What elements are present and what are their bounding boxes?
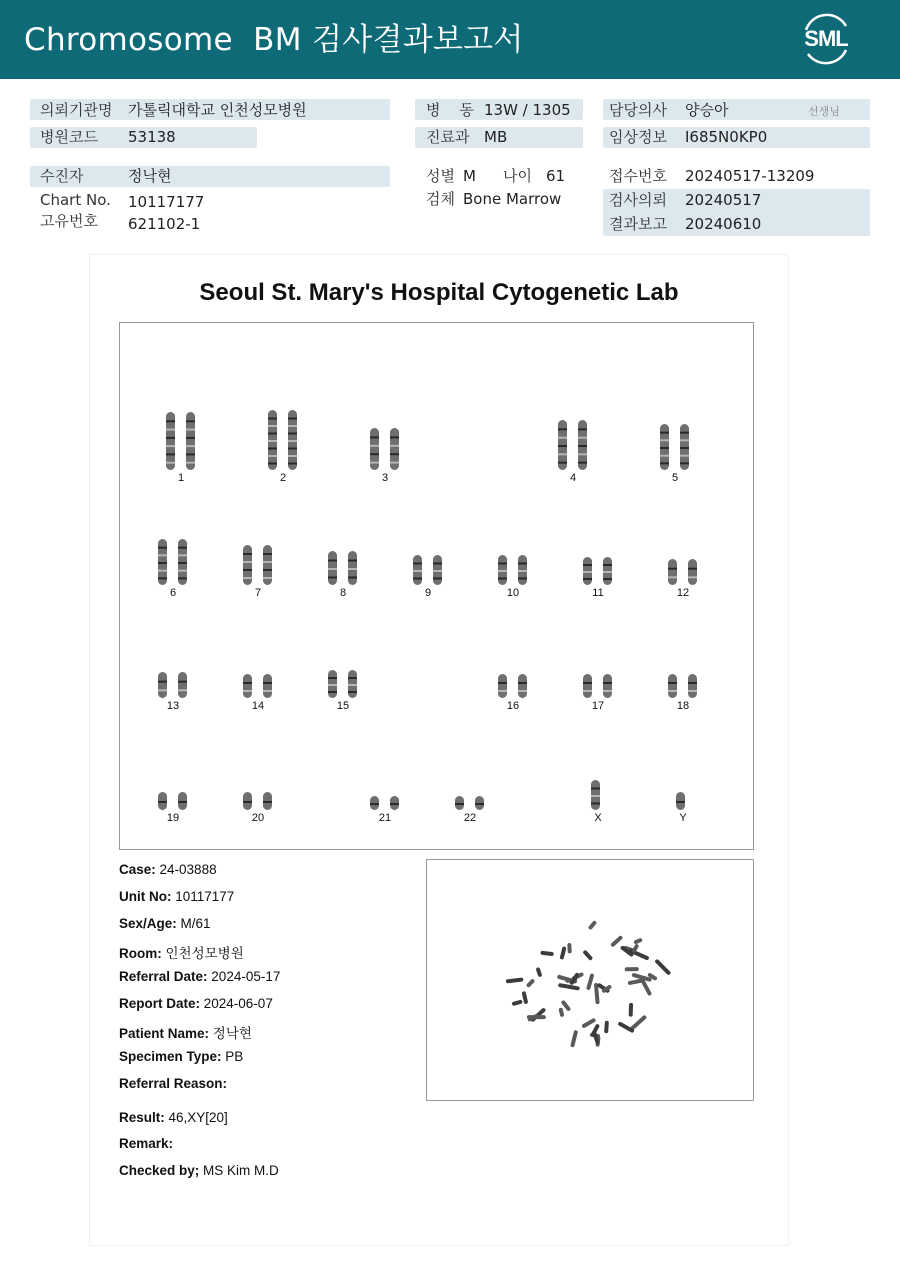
- karyogram: [119, 322, 754, 850]
- report-field-label: Room:: [119, 946, 162, 961]
- institution-value: 가톨릭대학교 인천성모병원: [128, 101, 307, 119]
- report-field-value: PB: [221, 1049, 244, 1064]
- chromosome-label-8: 8: [339, 587, 347, 599]
- chromosome-12: [664, 557, 702, 587]
- report-field-label: Referral Reason:: [119, 1076, 228, 1091]
- lab-title: Seoul St. Mary's Hospital Cytogenetic Lab: [199, 279, 679, 306]
- metaphase-chromosome: [633, 938, 643, 945]
- chromosome-label-18: 18: [676, 700, 690, 712]
- doctor-label: 담당의사: [609, 101, 667, 119]
- chromosome-15: [324, 668, 362, 700]
- chromosome-label-5: 5: [671, 472, 679, 484]
- specimen-label: 검체: [426, 190, 455, 208]
- clinical-label: 임상정보: [609, 128, 667, 146]
- chromosome-4: [554, 418, 592, 472]
- chromosome-8: [324, 549, 362, 587]
- chart-value: 10117177: [128, 193, 205, 211]
- report-field: [119, 942, 244, 962]
- hospital-code-label: 병원코드: [40, 128, 98, 146]
- chromosome-10: [494, 553, 532, 587]
- sex-label: 성별: [426, 167, 455, 185]
- age-value: 61: [546, 167, 566, 185]
- chromosome-label-y: Y: [679, 812, 687, 824]
- report-field-value: MS Kim M.D: [199, 1163, 279, 1178]
- chromosome-label-22: 22: [463, 812, 477, 824]
- chart-label: Chart No.: [40, 191, 111, 209]
- ward-label: 병 동: [426, 101, 475, 119]
- report-field: [119, 1136, 173, 1151]
- specimen-value: Bone Marrow: [463, 190, 562, 208]
- report-field-value: 2024-05-17: [207, 969, 281, 984]
- patient-value: 정낙현: [128, 167, 172, 185]
- chromosome-1: [162, 410, 200, 472]
- chromosome-label-15: 15: [336, 700, 350, 712]
- chromosome-label-20: 20: [251, 812, 265, 824]
- report-field-label: Remark:: [119, 1136, 174, 1151]
- chromosome-label-6: 6: [169, 587, 177, 599]
- metaphase-image: [426, 859, 754, 1101]
- receipt-value: 20240517-13209: [685, 167, 815, 185]
- chromosome-14: [239, 672, 277, 700]
- clinical-value: I685N0KP0: [685, 128, 768, 146]
- metaphase-chromosome: [526, 978, 536, 988]
- report-field-label: Unit No:: [119, 889, 172, 904]
- receipt-label: 접수번호: [609, 167, 667, 185]
- chromosome-y: [674, 790, 692, 812]
- metaphase-chromosome: [567, 943, 572, 954]
- doctor-suffix: 선생님: [808, 105, 840, 118]
- chromosome-20: [239, 790, 277, 812]
- report-field: [119, 1049, 243, 1064]
- metaphase-chromosome: [522, 991, 529, 1004]
- metaphase-chromosome: [540, 951, 554, 957]
- chromosome-17: [579, 672, 617, 700]
- hospital-code-value: 53138: [128, 128, 176, 146]
- chromosome-label-3: 3: [381, 472, 389, 484]
- chromosome-label-9: 9: [424, 587, 432, 599]
- report-field-label: Sex/Age:: [119, 916, 177, 931]
- report-field-value: 인천성모병원: [161, 946, 244, 961]
- chromosome-label-10: 10: [506, 587, 520, 599]
- report-field: [119, 916, 211, 931]
- metaphase-chromosome: [560, 946, 567, 960]
- chromosome-label-19: 19: [166, 812, 180, 824]
- metaphase-chromosome: [570, 1030, 578, 1048]
- report-field: [119, 862, 217, 877]
- metaphase-chromosome: [582, 950, 593, 961]
- report-field-label: Specimen Type:: [119, 1049, 222, 1064]
- patient-label: 수진자: [40, 167, 84, 185]
- result-date-value: 20240610: [685, 215, 762, 233]
- report-field-value: 24-03888: [155, 862, 217, 877]
- unique-label: 고유번호: [40, 212, 98, 230]
- chromosome-label-13: 13: [166, 700, 180, 712]
- result-date-label: 결과보고: [609, 215, 667, 233]
- sml-logo: [796, 12, 856, 66]
- chromosome-6: [154, 537, 192, 587]
- chromosome-5: [656, 422, 694, 472]
- report-field: [119, 889, 234, 904]
- chromosome-18: [664, 672, 702, 700]
- sex-value: M: [463, 167, 476, 185]
- chromosome-3: [366, 426, 404, 472]
- report-field: [119, 969, 280, 984]
- chromosome-2: [264, 408, 302, 472]
- report-field: [119, 996, 273, 1011]
- patient-bar: [30, 166, 390, 187]
- cytogenetic-report: [89, 254, 789, 1246]
- institution-label: 의뢰기관명: [40, 101, 113, 119]
- metaphase-chromosome: [629, 1003, 633, 1017]
- dept-label: 진료과: [426, 128, 470, 146]
- dept-value: MB: [484, 128, 508, 146]
- report-title: Chromosome BM 검사결과보고서: [24, 22, 524, 58]
- metaphase-chromosome: [604, 1021, 609, 1034]
- metaphase-chromosome: [625, 967, 639, 971]
- chromosome-label-x: X: [594, 812, 602, 824]
- report-field-value: 46,XY[20]: [164, 1110, 228, 1125]
- metaphase-chromosome: [654, 959, 671, 976]
- metaphase-chromosome: [506, 977, 524, 983]
- request-label: 검사의뢰: [609, 191, 667, 209]
- report-field: [119, 1163, 279, 1178]
- chromosome-label-7: 7: [254, 587, 262, 599]
- chromosome-19: [154, 790, 192, 812]
- request-value: 20240517: [685, 191, 762, 209]
- report-field-value: 10117177: [171, 889, 235, 904]
- metaphase-chromosome: [530, 1007, 546, 1022]
- age-label: 나이: [503, 167, 532, 185]
- chromosome-label-11: 11: [592, 587, 604, 599]
- unique-value: 621102-1: [128, 215, 201, 233]
- metaphase-chromosome: [610, 935, 623, 947]
- chromosome-label-21: 21: [378, 812, 392, 824]
- chromosome-16: [494, 672, 532, 700]
- logo-text: SML: [804, 26, 848, 51]
- metaphase-chromosome: [558, 983, 580, 991]
- chromosome-label-4: 4: [569, 472, 577, 484]
- report-field: [119, 1076, 227, 1091]
- chromosome-label-12: 12: [676, 587, 690, 599]
- chromosome-x: [589, 778, 607, 812]
- metaphase-chromosome: [558, 1007, 564, 1017]
- metaphase-chromosome: [512, 999, 523, 1006]
- doctor-value: 양승아: [685, 101, 729, 119]
- chromosome-label-1: 1: [177, 472, 185, 484]
- report-field-label: Case:: [119, 862, 156, 877]
- report-field: [119, 1110, 228, 1125]
- report-field-label: Report Date:: [119, 996, 201, 1011]
- chromosome-11: [579, 555, 617, 587]
- chromosome-label-16: 16: [506, 700, 520, 712]
- report-field-label: Referral Date:: [119, 969, 208, 984]
- report-field-value: 정낙현: [209, 1026, 252, 1041]
- metaphase-chromosome: [536, 967, 543, 977]
- ward-value: 13W / 1305: [484, 101, 571, 119]
- metaphase-chromosome: [588, 920, 597, 930]
- chromosome-21: [366, 794, 404, 812]
- chromosome-13: [154, 670, 192, 700]
- chromosome-label-17: 17: [591, 700, 605, 712]
- report-field-label: Result:: [119, 1110, 165, 1125]
- report-field: [119, 1022, 252, 1042]
- chromosome-9: [409, 553, 447, 587]
- report-field-label: Checked by;: [119, 1163, 200, 1178]
- chromosome-label-14: 14: [251, 700, 265, 712]
- report-field-value: M/61: [176, 916, 211, 931]
- chromosome-label-2: 2: [279, 472, 287, 484]
- chromosome-7: [239, 543, 277, 587]
- metaphase-chromosome: [586, 973, 594, 990]
- report-field-value: 2024-06-07: [200, 996, 273, 1011]
- report-header: [0, 0, 900, 79]
- report-field-label: Patient Name:: [119, 1026, 210, 1041]
- chromosome-22: [451, 794, 489, 812]
- metaphase-chromosome: [581, 1018, 596, 1029]
